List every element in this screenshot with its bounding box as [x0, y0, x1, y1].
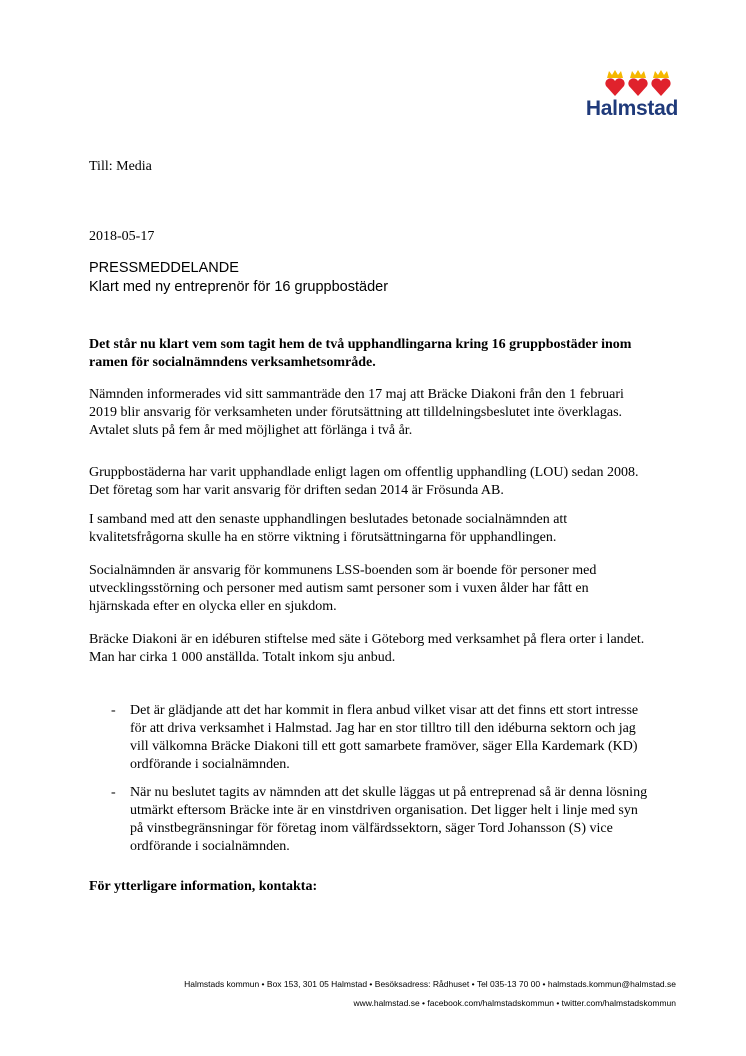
- paragraph: Nämnden informerades vid sitt sammanträde den 17 maj att Bräcke Diakoni från den 1 februari 2019 blir ansvarig för verksamheten under förutsättning att tilldelningsbeslutet inte överklagas. Avtalet sluts på fem år med möjlighet att förlänga i två år.: [89, 387, 624, 438]
- recipient-line: Till: Media: [89, 159, 152, 174]
- press-heading: [89, 259, 388, 297]
- paragraph: Gruppbostäderna har varit upphandlade enligt lagen om offentlig upphandling (LOU) sedan 2008. Det företag som har varit ansvarig för driften sedan 2014 är Frösunda AB.: [89, 465, 639, 498]
- document-title: Klart med ny entreprenör för 16 gruppbostäder: [89, 279, 389, 295]
- quote-text: Det är glädjande att det har kommit in flera anbud vilket visar att det finns ett stort intresse för att driva verksamhet i Halmstad. Jag har en stor tilltro till den idéburna sektorn och jag vill välkomna Bräcke Diakoni till ett gott samarbete framöver, säger Ella Kardemark (KD) ordförande i socialnämnden.: [130, 703, 639, 772]
- logo-wordmark: Halmstad: [585, 97, 678, 120]
- crowned-hearts-icon: [605, 68, 675, 98]
- lead-paragraph: Det står nu klart vem som tagit hem de två upphandlingarna kring 16 gruppbostäder inom ramen för socialnämndens verksamhetsområde.: [89, 337, 632, 370]
- footer-web: www.halmstad.se • facebook.com/halmstadskommun • twitter.com/halmstadskommun: [353, 998, 676, 1008]
- paragraph: Socialnämnden är ansvarig för kommunens LSS-boenden som är boende för personer med utvecklingsstörning och personer med autism samt personer som i vuxen ålder har fått en hjärnskada efter en olycka eller en sjukdom.: [89, 563, 597, 614]
- date: 2018-05-17: [89, 229, 155, 244]
- contact-heading: För ytterligare information, kontakta:: [89, 879, 318, 894]
- footer-address: Halmstads kommun • Box 153, 301 05 Halmstad • Besöksadress: Rådhuset • Tel 035-13 70 00 • halmstads.kommun@halmstad.se: [184, 979, 676, 989]
- document-type: PRESSMEDDELANDE: [89, 260, 239, 276]
- quote-text: När nu beslutet tagits av nämnden att det skulle läggas ut på entreprenad så är denna lösning utmärkt eftersom Bräcke inte är en vinstdriven organisation. Det ligger helt i linje med syn på vinstbegränsningar för företag inom välfärdssektorn, säger Tord Johansson (S) vice ordförande i socialnämnden.: [130, 785, 648, 854]
- list-dash: -: [111, 785, 116, 800]
- paragraph: Bräcke Diakoni är en idéburen stiftelse med säte i Göteborg med verksamhet på flera orter i landet. Man har cirka 1 000 anställda. Totalt inkom sju anbud.: [89, 632, 645, 665]
- halmstad-logo: [563, 68, 678, 124]
- list-dash: -: [111, 703, 116, 718]
- paragraph: I samband med att den senaste upphandlingen beslutades betonade socialnämnden att kvalitetsfrågorna skulle ha en större viktning i förutsättningarna för upphandlingen.: [89, 512, 568, 545]
